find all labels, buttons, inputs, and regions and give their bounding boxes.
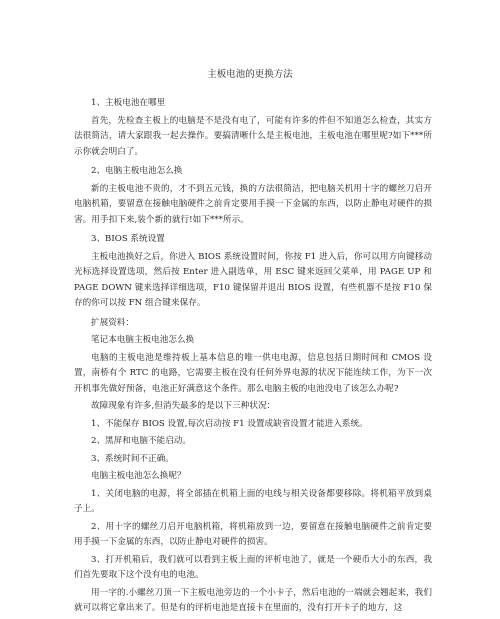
section-text: 新的主板电池不贵的，才不到五元钱，换的方法很简洁，把电脑关机用十字的螺丝刀启开电脑机箱，要留意在接触电脑硬件之前肯定要用手摸一下金属的东西，以防止静电对硬件的损害。用手扣下来,装个新的就行!如下***所示。 <box>74 183 432 225</box>
section-heading: 3、BIOS 系统设置 <box>91 234 165 244</box>
extended-paragraph: 电脑的主板电池是维持板上基本信息的唯一供电电源，信息包括日期时间和 CMOS 设置，南桥有个 RTC 的电路，它需要主板在没有任何外界电源的状况下能连续工作，为下一次开机事先做好预备，电池正好满意这个条件。那么电脑主板的电池没电了该怎么办呢? <box>74 352 432 394</box>
list-item: 1、不能保存 BIOS 设置,每次启动按 F1 设置成缺省设置才能进入系统。 <box>91 418 368 429</box>
document-body <box>74 96 432 619</box>
extended-paragraph: 故障现象有许多,但消失最多的是以下三种状况： <box>91 401 276 411</box>
document-title: 主板电池的更换方法 <box>207 69 293 80</box>
step-paragraph: 3、打开机箱后，我们就可以看到主板上面的评析电池了，就是一个硬币大小的东西，我们首先要取下这个没有电的电池。 <box>74 554 432 580</box>
section-heading: 1、主板电池在哪里 <box>91 98 166 108</box>
question-line: 电脑主板电池怎么换呢？ <box>91 471 186 481</box>
list-item: 2、黑屏和电脑不能启动。 <box>91 436 191 446</box>
list-item: 3、系统时间不正确。 <box>91 453 174 464</box>
step-paragraph: 1、关闭电脑的电源，将全部插在机箱上面的电线与相关设备都要移除。将机箱平放到桌子上。 <box>74 488 432 514</box>
section-text: 首先，先检查主板上的电脑是不是没有电了，可能有许多的件但不知道怎么检查，其实方法很简洁，请大家跟我一起去操作。要搞清晰什么是主板电池，主板电池在哪里呢?如下***所示你就会明白了。 <box>74 115 432 157</box>
step-paragraph: 用一字的.小螺丝刀顶一下主板电池旁边的一个小卡子，然后电池的一端就会翘起来，我们就可以将它拿出来了。但是有的评析电池是直接卡在里面的，没有打开卡子的地方，这 <box>74 587 432 613</box>
section-text: 主板电池换好之后，你进入 BIOS 系统设置时间，你按 F1 进入后，你可以用方向键移动光标选择设置选项，然后按 Enter 进入副选单，用 ESC 键来返回父菜单，用 PAGE UP 和 PAGE DOWN 键来选择详细选项，F10 键保留并退出 BIOS 设置，有些机器不是按 F10 保存的你可以按 FN 组合键来保存。 <box>74 251 432 308</box>
extended-heading: 笔记本电脑主板电池怎么换 <box>91 335 195 345</box>
extended-label: 扩展资料： <box>91 317 134 328</box>
step-paragraph: 2、用十字的螺丝刀启开电脑机箱，将机箱放到一边，要留意在接触电脑硬件之前肯定要用手摸一下金属的东西，以防止静电对硬件的损害。 <box>74 521 432 547</box>
section-heading: 2、电脑主板电池怎么换 <box>91 166 183 176</box>
